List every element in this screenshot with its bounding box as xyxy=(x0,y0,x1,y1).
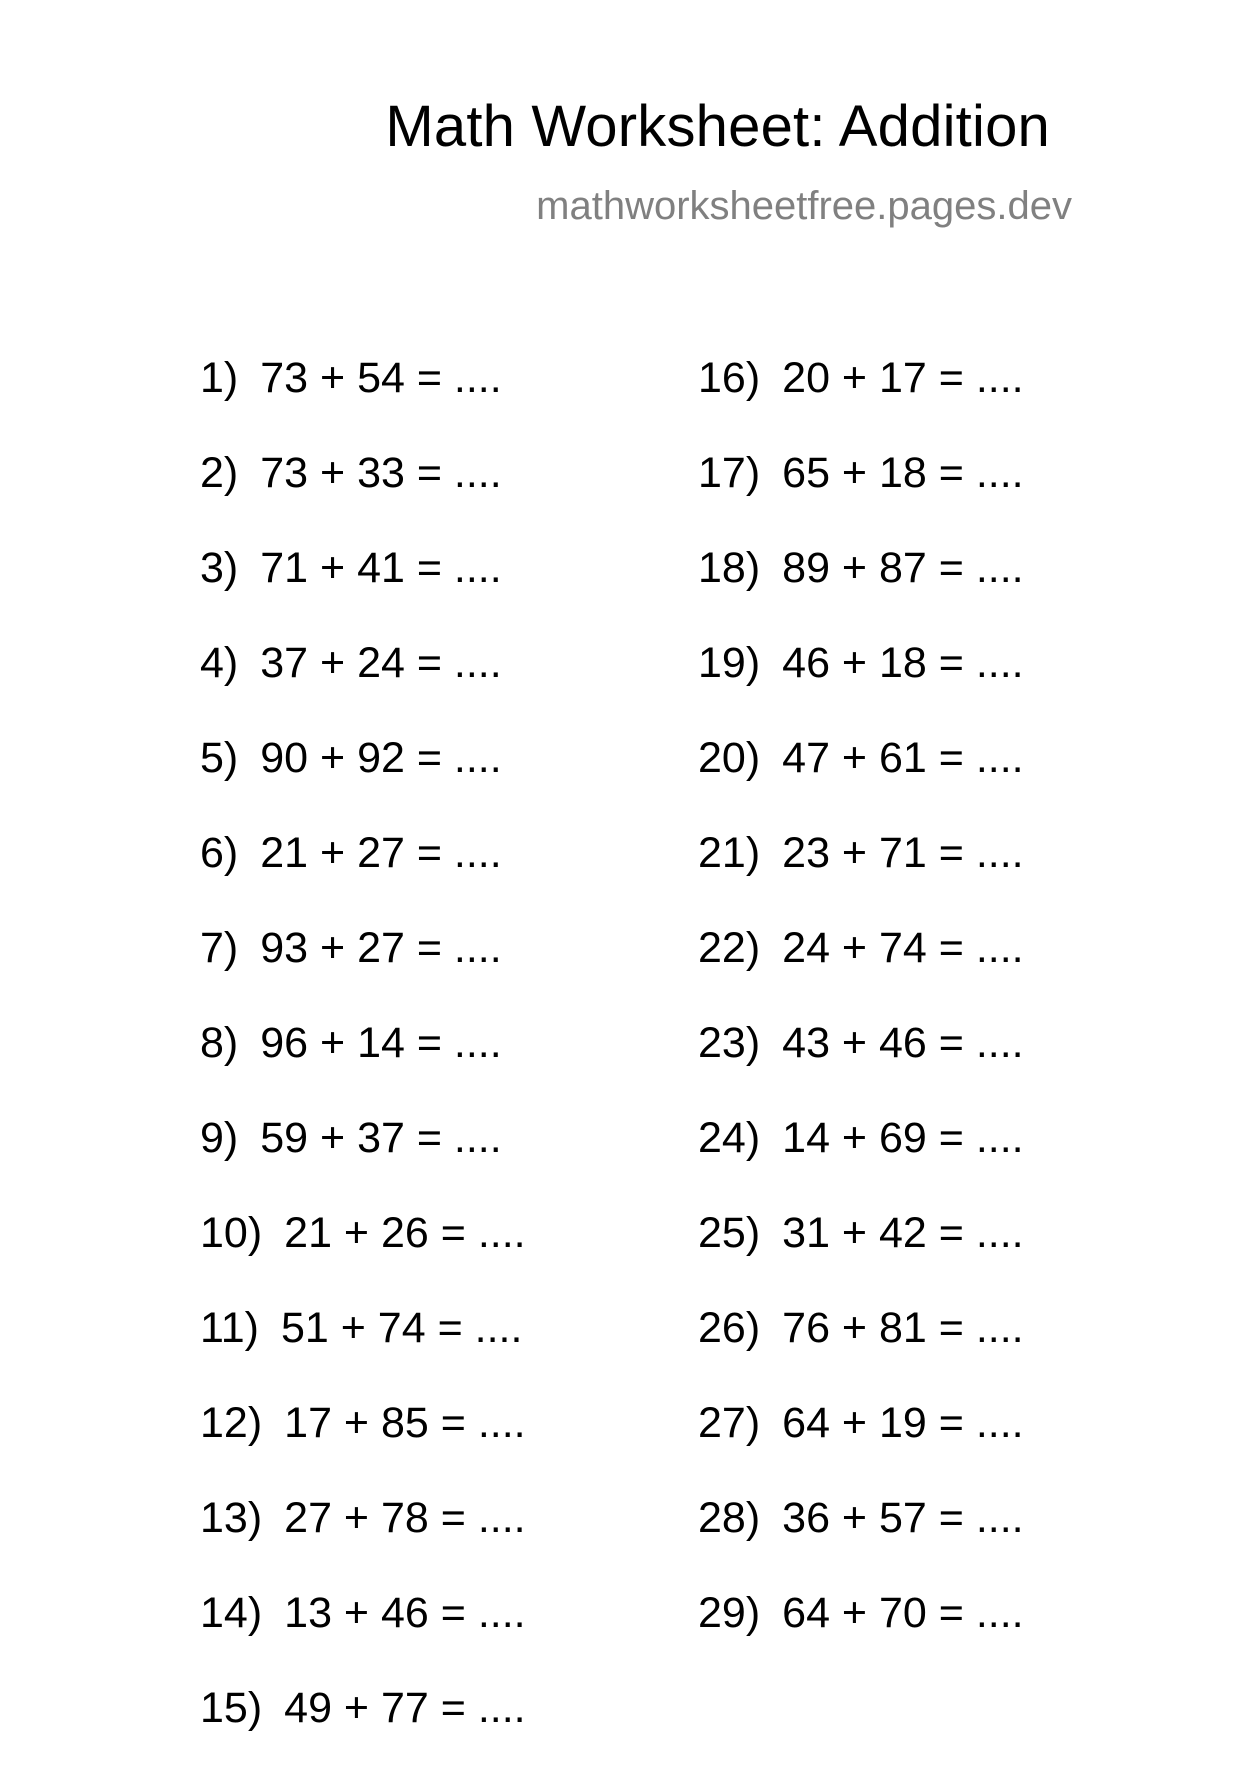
problem-number: 11) xyxy=(200,1304,259,1352)
problem-expression: 27 + 78 = .... xyxy=(284,1494,526,1542)
problem-expression: 23 + 71 = .... xyxy=(782,829,1024,877)
problem-number: 2) xyxy=(200,449,239,497)
problem-item xyxy=(200,1585,526,1680)
problem-number: 21) xyxy=(698,829,761,877)
problem-item xyxy=(698,350,1024,445)
problem-item xyxy=(698,445,1024,540)
problem-list-right xyxy=(698,350,1024,1680)
problem-expression: 51 + 74 = .... xyxy=(280,1304,523,1352)
problem-number: 22) xyxy=(698,924,761,972)
problem-expression: 31 + 42 = .... xyxy=(782,1209,1024,1257)
problem-expression: 13 + 46 = .... xyxy=(284,1589,526,1637)
problem-number: 14) xyxy=(200,1589,263,1637)
problem-expression: 90 + 92 = .... xyxy=(260,734,502,782)
problem-item xyxy=(200,1110,526,1205)
problem-item xyxy=(698,635,1024,730)
problem-item xyxy=(698,1015,1024,1110)
problem-item xyxy=(698,1490,1024,1585)
problem-item xyxy=(200,1680,526,1775)
problem-number: 3) xyxy=(200,544,239,592)
problem-list-left xyxy=(200,350,526,1775)
problem-number: 12) xyxy=(200,1399,263,1447)
problem-item xyxy=(200,1205,526,1300)
problem-number: 5) xyxy=(200,734,239,782)
problem-item xyxy=(200,1015,526,1110)
problem-expression: 37 + 24 = .... xyxy=(260,639,502,687)
problem-number: 7) xyxy=(200,924,239,972)
problem-expression: 24 + 74 = .... xyxy=(782,924,1024,972)
problem-number: 10) xyxy=(200,1209,263,1257)
problem-item xyxy=(200,1490,526,1585)
problem-expression: 47 + 61 = .... xyxy=(782,734,1024,782)
problem-expression: 43 + 46 = .... xyxy=(782,1019,1024,1067)
problem-expression: 64 + 70 = .... xyxy=(782,1589,1024,1637)
problem-expression: 93 + 27 = .... xyxy=(260,924,502,972)
problem-number: 27) xyxy=(698,1399,761,1447)
problem-item xyxy=(698,1300,1024,1395)
problem-item xyxy=(698,825,1024,920)
site-url: mathworksheetfree.pages.dev xyxy=(536,184,1072,228)
problem-number: 18) xyxy=(698,544,761,592)
problem-number: 4) xyxy=(200,639,239,687)
problem-expression: 64 + 19 = .... xyxy=(782,1399,1024,1447)
problem-expression: 21 + 27 = .... xyxy=(260,829,502,877)
problem-number: 8) xyxy=(200,1019,239,1067)
problem-expression: 14 + 69 = .... xyxy=(782,1114,1024,1162)
problem-number: 16) xyxy=(698,354,761,402)
problem-number: 23) xyxy=(698,1019,761,1067)
problem-number: 1) xyxy=(200,354,239,402)
problem-expression: 20 + 17 = .... xyxy=(782,354,1024,402)
problem-item xyxy=(200,730,526,825)
problem-expression: 36 + 57 = .... xyxy=(782,1494,1024,1542)
worksheet-title: Math Worksheet: Addition xyxy=(385,94,1050,159)
problem-item xyxy=(200,920,526,1015)
problem-expression: 96 + 14 = .... xyxy=(260,1019,502,1067)
problem-item xyxy=(200,350,526,445)
problem-expression: 21 + 26 = .... xyxy=(284,1209,526,1257)
problem-number: 19) xyxy=(698,639,761,687)
problem-expression: 71 + 41 = .... xyxy=(260,544,502,592)
problem-number: 20) xyxy=(698,734,761,782)
problem-item xyxy=(698,1110,1024,1205)
problem-number: 25) xyxy=(698,1209,761,1257)
problem-number: 6) xyxy=(200,829,239,877)
problem-number: 29) xyxy=(698,1589,761,1637)
problem-number: 28) xyxy=(698,1494,761,1542)
problem-item xyxy=(200,825,526,920)
problem-expression: 73 + 54 = .... xyxy=(260,354,502,402)
problem-expression: 46 + 18 = .... xyxy=(782,639,1024,687)
problem-item xyxy=(200,445,526,540)
problem-item xyxy=(200,1395,526,1490)
problem-number: 9) xyxy=(200,1114,239,1162)
problem-item xyxy=(200,635,526,730)
problem-number: 26) xyxy=(698,1304,761,1352)
problem-expression: 49 + 77 = .... xyxy=(284,1684,526,1732)
problem-item xyxy=(698,1205,1024,1300)
problem-expression: 17 + 85 = .... xyxy=(284,1399,526,1447)
problem-item xyxy=(698,1585,1024,1680)
problem-item xyxy=(698,730,1024,825)
problem-expression: 59 + 37 = .... xyxy=(260,1114,502,1162)
problem-expression: 76 + 81 = .... xyxy=(782,1304,1024,1352)
problem-expression: 89 + 87 = .... xyxy=(782,544,1024,592)
problem-number: 15) xyxy=(200,1684,263,1732)
problem-item xyxy=(698,540,1024,635)
problem-number: 17) xyxy=(698,449,761,497)
problem-item xyxy=(200,1300,526,1395)
problem-item xyxy=(698,1395,1024,1490)
problem-expression: 73 + 33 = .... xyxy=(260,449,502,497)
problem-number: 13) xyxy=(200,1494,263,1542)
problem-number: 24) xyxy=(698,1114,761,1162)
problem-item xyxy=(698,920,1024,1015)
problem-item xyxy=(200,540,526,635)
problem-expression: 65 + 18 = .... xyxy=(782,449,1024,497)
